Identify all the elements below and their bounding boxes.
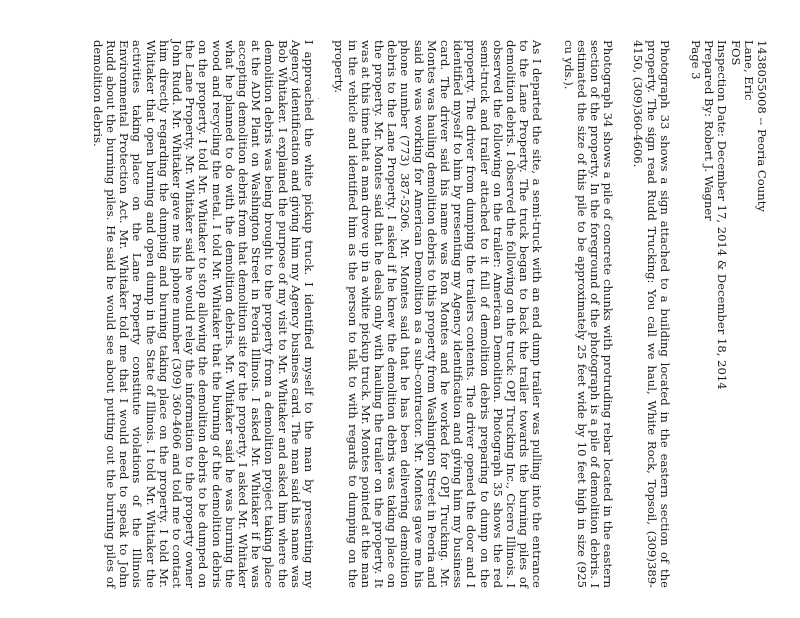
inspection-date-line: Inspection Date: December 17, 2014 & December 18, 2014 [715, 40, 730, 390]
paragraph-photograph-34: Photograph 34 shows a pile of concrete chunks with protruding rebar located in the eastern section of the property. In the foreground of the photograph is a pile of demolition debris. I estimated the size of this pile to be approximately 25 feet wide by 10 feet high in size (925 cu yds.). [561, 40, 616, 588]
facility-name-line: Lane, Eric [741, 40, 756, 101]
page-number-line: Page 3 [688, 40, 703, 80]
prepared-by-line: Prepared By: Robert J. Wagner [702, 40, 717, 221]
scan-speck [318, 98, 319, 99]
paragraph-pickup-truck: I approached the white pickup truck. I identified myself to the man by presenting my Agency identification and giving him my Agency business card. The man said his name was Bob Whitaker. I explained the purpose of my visit to Mr. Whitaker and asked him where the demolition debris was being brought to the property from a demolition project taking place at the ADM Plant on Washington Street in Peoria Illinois. I asked Mr. Whitaker if he was accepting demolition debris from that demolition site for the property. I asked Mr. Whitaker what he planned to do with the demolition debris. Mr. Whitaker said he was burning the wood and recycling the metal. I told Mr. Whitaker that the burning of the demolition debris on the property. I told Mr. Whitaker to stop allowing the demolition debris to be dumped on the Lane Property. Mr. Whitaker said he would relay the information to the property owner John Rudd. Mr. Whitaker gave me his phone number (309) 360-4606 and told me to contact him directly regarding the dumping and burning taking place on the property. I told Mr. Whitaker that open burning and open dump in the State of Illinois. I told Mr. Whitaker the activities taking place on the Lane Property constitute violations of the Illinois Environmental Protection Act. Mr. Whitaker told me that I would need to speak to John Rudd about the burning piles. He said he would see about putting out the burning piles of demolition debris. [90, 40, 317, 588]
paragraph-photograph-33: Photograph 33 shows a sign attached to a building located in the eastern section of the property. The sign read Rudd Trucking: You call we haul, White Rock, Topsoil, (309)389-4150, (309)360-4606. [631, 40, 672, 588]
facility-type-line: FOS [728, 40, 743, 66]
case-number-line: 1438055008 -- Peoria County [755, 40, 769, 212]
report-header [689, 40, 768, 588]
paragraph-semi-truck: As I departed the site, a semi-truck with an end dump trailer was pulling into the entrance to the Lane Property. The truck began to back the trailer towards the burning piles of demolition debris. I observed the following on the truck: OPJ Trucking Inc., Cicero Illinois. I observed the following on the trailer: American Demolition. Photograph 35 shows the red semi-truck and trailer attached to it full of demolition debris preparing to dump on the property. The driver from dumping the trailers contents. The driver opened the door and I identified myself to him by presenting my Agency identification and giving him my business card. The driver said his name was Ron Montes and he worked for OPJ Trucking. Mr. Montes was hauling demolition debris to this property from Washington Street in Peoria and said he was working for American Demolition as a sub-contractor. Mr. Montes gave me his phone number (773) 387-5206. Mr. Montes said that he has been delivering demolition debris to the Lane Property. I asked if he knew the demolition debris was taking place on the property. Mr. Montes said that he deals only with hauling the trailer on the property. It was at this time that a man drove up in a white pickup truck. Mr. Montes pointed at the man in the vehicle and identified him as the person to talk to with regards to dumping on the property. [332, 40, 545, 588]
rotated-text-block [48, 40, 768, 588]
